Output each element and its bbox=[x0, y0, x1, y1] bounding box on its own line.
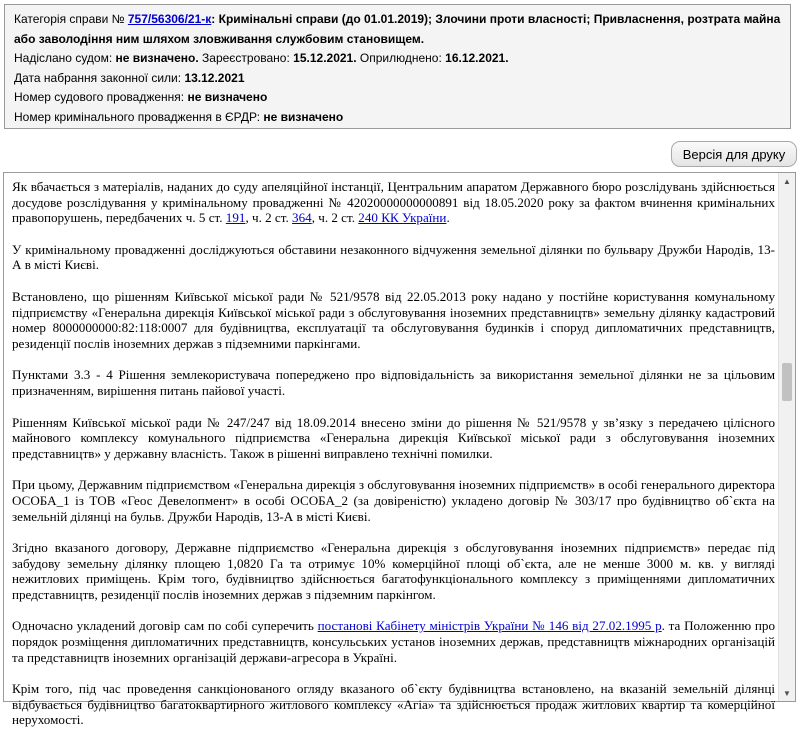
paragraph-2: У кримінальному провадженні досліджуються обставини незаконного відчуження земельної ділянки по бульвару Дружби Народів, 13-А в місті Києві. bbox=[12, 241, 775, 273]
article-191-link[interactable]: 191 bbox=[225, 210, 246, 226]
paragraph-1-text-d: . bbox=[446, 210, 450, 226]
case-category-value: : Кримінальні справи (до 01.01.2019); Злочини проти власності; Привласнення, розтрата майна або заволодіння ним шляхом зловживання службовим становищем. bbox=[14, 12, 781, 46]
scroll-down-arrow-icon[interactable]: ▼ bbox=[783, 688, 791, 698]
court-proceeding-value: не визначено bbox=[187, 90, 268, 105]
case-info-panel bbox=[4, 4, 791, 129]
erdr-number-value: не визначено bbox=[263, 109, 344, 124]
received-label: Надіслано судом: bbox=[14, 51, 113, 66]
paragraph-4: Пунктами 3.3 - 4 Рішення землекористувача попереджено про відповідальність за використання земельної ділянки не за цільовим призначенням, вирішення питань пайової участі. bbox=[12, 367, 775, 398]
paragraph-1-text-a: Як вбачається з матеріалів, наданих до суду апеляційної інстанції, Центральним апаратом Державного бюро розслідувань здійснюється досудове розслідування у кримінальному провадженні № 42020000000000891 від 18.05.2020 року за фактом вчинення кримінальних правопорушень, передбачених ч. 5 ст. bbox=[12, 179, 775, 226]
paragraph-9: Крім того, під час проведення санкціонованого огляду вказаного об`єкту будівництва встановлено, на вказаній земельній ділянці відбувається будівництво багатоквартирного житлового комплексу «Агіа» та здійснюється продаж житлових квартир та комерційної нерухомості. bbox=[12, 681, 775, 728]
published-label: Оприлюднено: bbox=[359, 51, 442, 66]
document-text bbox=[12, 179, 775, 744]
scrollbar-thumb[interactable] bbox=[782, 363, 792, 401]
registered-value: 15.12.2021. bbox=[293, 51, 357, 66]
paragraph-8 bbox=[12, 618, 775, 665]
case-category-row bbox=[14, 10, 781, 49]
scroll-up-arrow-icon[interactable]: ▲ bbox=[783, 176, 791, 186]
paragraph-1-text-b: , ч. 2 ст. bbox=[245, 210, 293, 226]
print-version-button[interactable]: Версія для друку bbox=[671, 141, 797, 167]
case-category-label: Категорія справи № bbox=[14, 12, 125, 26]
case-number-link[interactable]: 757/56306/21-к bbox=[127, 12, 212, 26]
received-value: не визначено. bbox=[115, 51, 199, 66]
published-value: 16.12.2021. bbox=[445, 51, 509, 66]
paragraph-7: Згідно вказаного договору, Державне підприємство «Генеральна дирекція з обслуговування іноземних підприємств» передає під забудову земельну ділянку площею 1,0820 Га та отримує 10% комерційної площі об`єкта, але не менше 3000 м. кв. у вигляді нежитлових приміщень. Крім того, будівництво здійснюється багатофункціонального комплексу з приміщеннями дипломатичних представництв, резиденції послів іноземних держав з підземним паркінгом. bbox=[12, 540, 775, 602]
effective-date-row bbox=[14, 69, 781, 89]
registered-label: Зареєстровано: bbox=[202, 51, 290, 66]
paragraph-8-text-a: Одночасно укладений договір сам по собі суперечить bbox=[12, 618, 318, 634]
paragraph-6: При цьому, Державним підприємством «Генеральна дирекція з обслуговування іноземних підприємств» в особі генерального директора ОСОБА_1 із ТОВ «Геос Девелопмент» в особі ОСОБА_2 (за довіреністю) укладено договір № 303/17 про будівництво об`єкта на земельній ділянці на бульв. Дружби Народів, 13-А в місті Києві. bbox=[12, 477, 775, 524]
document-frame[interactable] bbox=[3, 172, 796, 728]
paragraph-8-text-b: . та Положенню про порядок розміщення дипломатичних представництв, консульських установ іноземних держав, представництв міжнародних організацій та представництв іноземних організацій держави-агресора в Україні. bbox=[12, 618, 775, 665]
effective-date-value: 13.12.2021 bbox=[184, 70, 245, 85]
paragraph-1 bbox=[12, 179, 775, 226]
article-240-link[interactable]: 240 КК України bbox=[358, 210, 447, 226]
case-dates-row bbox=[14, 49, 781, 69]
paragraph-1-text-c: , ч. 2 ст. bbox=[311, 210, 359, 226]
vertical-scrollbar[interactable] bbox=[778, 173, 795, 701]
article-364-link[interactable]: 364 bbox=[292, 210, 312, 226]
paragraph-5: Рішенням Київської міської ради № 247/247 від 18.09.2014 внесено зміни до рішення № 521/9578 у зв’язку з передачею цілісного майнового комплексу комунального підприємства «Генеральна дирекція Київської міської ради з обслуговування іноземних представництв» у державну власність. Також в рішенні виправлено технічні помилки. bbox=[12, 414, 775, 461]
effective-date-label: Дата набрання законної сили: bbox=[14, 70, 182, 85]
erdr-number-row bbox=[14, 108, 781, 128]
cabinet-resolution-link[interactable]: постанові Кабінету міністрів України № 146 від 27.02.1995 р bbox=[317, 618, 662, 634]
court-proceeding-label: Номер судового провадження: bbox=[14, 90, 185, 105]
paragraph-3: Встановлено, що рішенням Київської міської ради № 521/9578 від 22.05.2013 року надано у постійне користування комунальному підприємству «Генеральна дирекція Київської міської ради з обслуговування іноземних представництв» земельну ділянку кадастровий номер 8000000000:82:118:0007 для будівництва, експлуатації та обслуговування будинків і споруд дипломатичних представництв, резиденції послів іноземних держав з підземними паркінгами. bbox=[12, 288, 775, 351]
court-proceeding-row bbox=[14, 88, 781, 108]
erdr-number-label: Номер кримінального провадження в ЄРДР: bbox=[14, 109, 261, 124]
